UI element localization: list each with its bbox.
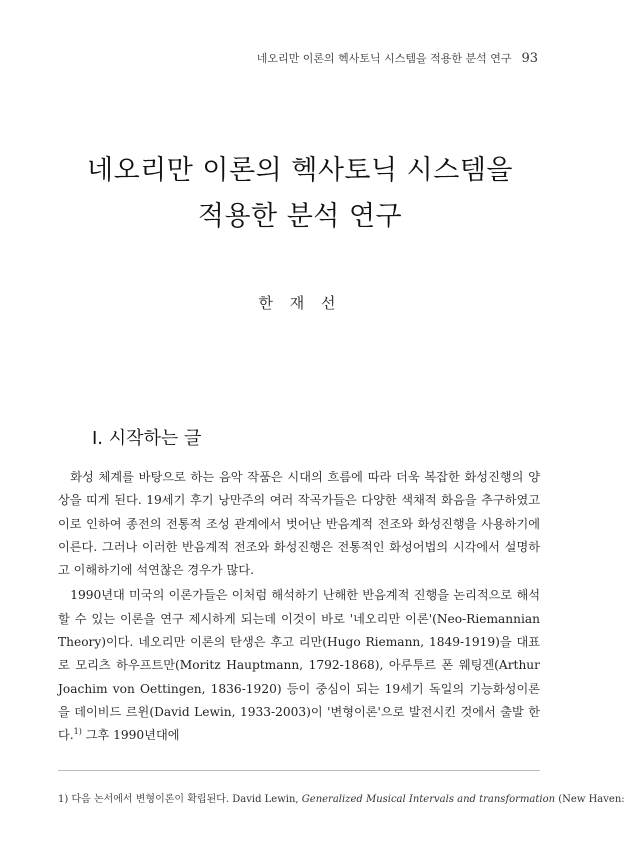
footnote-divider [58,770,540,771]
paragraph-2-text: 1990년대 미국의 이론가들은 이처럼 해석하기 난해한 반음계적 진행을 논리적으로 해석할 수 있는 이론을 연구 제시하게 되는데 이것이 바로 '네오리만 이론'(Neo-Riemannian Theory)이다. 네오리만 이론의 탄생은 후고 리만(Hugo Riemann, 1849-1919)을 대표로 모리츠 하우프트만(Moritz Hauptmann, 1792-1868), 아루투르 폰 웨팅겐(Arthur Joachim von Oettingen, 1836-1920) 등이 중심이 되는 19세기 독일의 기능화성이론을 데이비드 르윈(David Lewin, 1933-2003)이 '변형이론'으로 발전시킨 것에서 출발 한다. [58,588,540,743]
title-line-1: 네오리만 이론의 헥사토닉 시스템을 [87,155,513,186]
running-head [257,50,538,66]
footnote-book-title: Generalized Musical Intervals and transformation [301,794,556,805]
footnote-tail: (New Haven: [558,794,625,805]
footnote-reference[interactable]: 1) [73,727,82,737]
running-head-title: 네오리만 이론의 헥사토닉 시스템을 적용한 분석 연구 [256,52,512,65]
body-text [58,466,540,748]
footnote-text: 다음 논서에서 변형이론이 확립된다. David Lewin, [71,794,299,805]
paragraph-2 [58,584,540,747]
section-heading: Ⅰ. 시작하는 글 [92,428,202,449]
paper-title [0,148,600,240]
title-line-2: 적용한 분석 연구 [197,201,403,232]
footnote-marker: 1) [58,794,69,805]
paragraph-2-tail: 그후 1990년대에 [81,728,180,743]
paragraph-1: 화성 체계를 바탕으로 하는 음악 작품은 시대의 흐름에 따라 더욱 복잡한 화성진행의 양상을 띠게 된다. 19세기 후기 낭만주의 여러 작곡가들은 다양한 색채적 화음을 추구하였고 이로 인하여 종전의 전통적 조성 관계에서 벗어난 반음계적 전조와 화성진행을 사용하기에 이른다. 그러나 이러한 반음계적 전조와 화성진행은 전통적인 화성어법의 시각에서 설명하고 이해하기에 석연찮은 경우가 많다. [58,470,540,578]
footnote [58,790,625,805]
page-number: 93 [521,51,538,66]
author-name: 한 재 선 [258,294,342,312]
